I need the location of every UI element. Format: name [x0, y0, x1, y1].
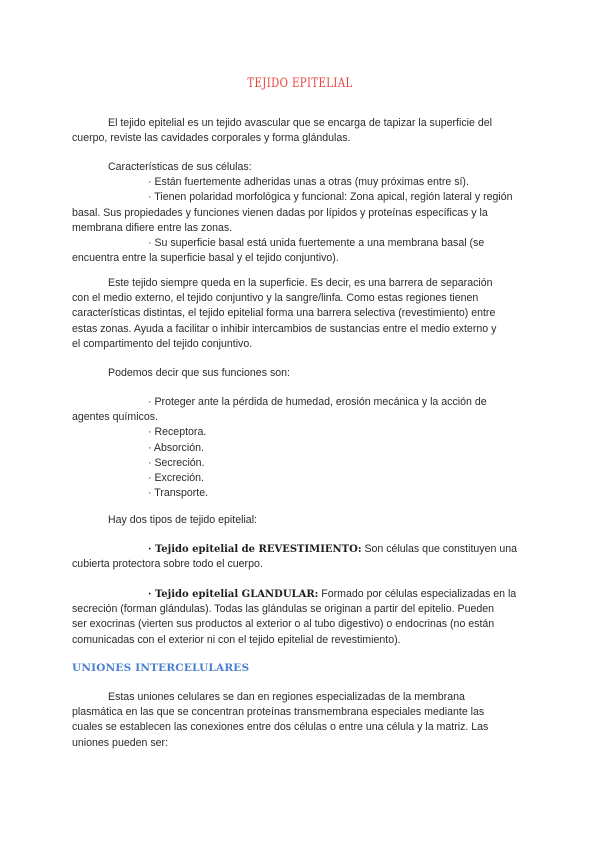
unions-line: plasmática en las que se concentran proteínas transmembrana especiales mediante las: [72, 706, 485, 719]
type-glandular: [72, 587, 528, 648]
type-revestimiento-text: Son células que constituyen una: [361, 543, 517, 555]
functions-list: [72, 395, 528, 501]
characteristic-item-3-cont: encuentra entre la superficie basal y el tejido conjuntivo).: [72, 252, 339, 265]
characteristic-item-1: · Están fuertemente adheridas unas a otras (muy próximas entre sí).: [148, 176, 469, 189]
characteristics-list: [72, 160, 528, 266]
function-protect: · Proteger ante la pérdida de humedad, erosión mecánica y la acción de: [148, 396, 487, 408]
section-heading: UNIONES INTERCELULARES: [72, 662, 250, 674]
function-item: · Receptora.: [148, 426, 207, 439]
functions-intro-text: Podemos decir que sus funciones son:: [108, 367, 290, 379]
type-revestimiento-label: · Tejido epitelial de REVESTIMIENTO:: [148, 544, 362, 555]
unions-line: uniones pueden ser:: [72, 736, 169, 749]
characteristic-item-2-cont: basal. Sus propiedades y funciones vienen dadas por lípidos y proteínas específicas y la: [72, 206, 488, 219]
type-revestimiento-line: [72, 542, 528, 557]
unions-paragraph: [72, 690, 528, 751]
surface-line: el compartimento del tejido conjuntivo.: [72, 337, 253, 350]
type-glandular-cont: comunicadas con el exterior ni con el tejido epitelial de revestimiento).: [72, 633, 401, 646]
surface-line: estas zonas. Ayuda a facilitar o inhibir intercambios de sustancias entre el medio externo y: [72, 322, 497, 335]
characteristic-item-2-cont: membrana difiere entre las zonas.: [72, 221, 233, 234]
surface-paragraph: [72, 276, 528, 352]
type-glandular-cont: ser exocrinas (vierten sus productos al exterior o al tubo digestivo) o endocrinas (no están: [72, 618, 495, 631]
unions-line: Estas uniones celulares se dan en regiones especializadas de la membrana: [108, 691, 465, 703]
function-item: · Transporte.: [148, 487, 209, 500]
characteristics-heading: Características de sus células:: [108, 161, 252, 173]
type-glandular-cont: secreción (forman glándulas). Todas las glándulas se originan a partir del epitelio. Pueden: [72, 603, 495, 616]
surface-line: Este tejido siempre queda en la superficie. Es decir, es una barrera de separación: [108, 277, 493, 289]
intro-line-1: El tejido epitelial es un tejido avascular que se encarga de tapizar la superficie del: [108, 117, 492, 129]
unions-line: cuales se establecen las conexiones entre dos células o entre una célula y la matriz. Las: [72, 721, 489, 734]
type-revestimiento: [72, 542, 528, 572]
intro-line-2: cuerpo, reviste las cavidades corporales y forma glándulas.: [72, 132, 351, 145]
functions-intro: [72, 366, 528, 381]
characteristic-item-3: · Su superficie basal está unida fuertemente a una membrana basal (se: [148, 237, 485, 250]
function-item: · Secreción.: [148, 456, 205, 469]
surface-line: con el medio externo, el tejido conjuntivo y la sangre/linfa. Como estas regiones tienen: [72, 292, 479, 305]
type-glandular-text: Formado por células especializadas en la: [318, 588, 517, 600]
page-title: TEJIDO EPITELIAL: [247, 76, 353, 91]
type-revestimiento-cont: cubierta protectora sobre todo el cuerpo.: [72, 558, 263, 571]
type-glandular-line: [72, 587, 528, 602]
function-protect-cont: agentes químicos.: [72, 411, 158, 424]
function-item: · Excreción.: [148, 472, 204, 485]
types-intro-text: Hay dos tipos de tejido epitelial:: [108, 514, 257, 526]
characteristic-item-2: · Tienen polaridad morfológica y funcional: Zona apical, región lateral y región: [148, 191, 513, 204]
intro-paragraph: [72, 116, 528, 146]
function-item: · Absorción.: [148, 441, 204, 454]
types-intro: [72, 513, 528, 528]
surface-line: características distintas, el tejido epitelial forma una barrera selectiva (revestimiento) entre: [72, 307, 496, 320]
type-glandular-label: · Tejido epitelial GLANDULAR:: [148, 589, 319, 600]
